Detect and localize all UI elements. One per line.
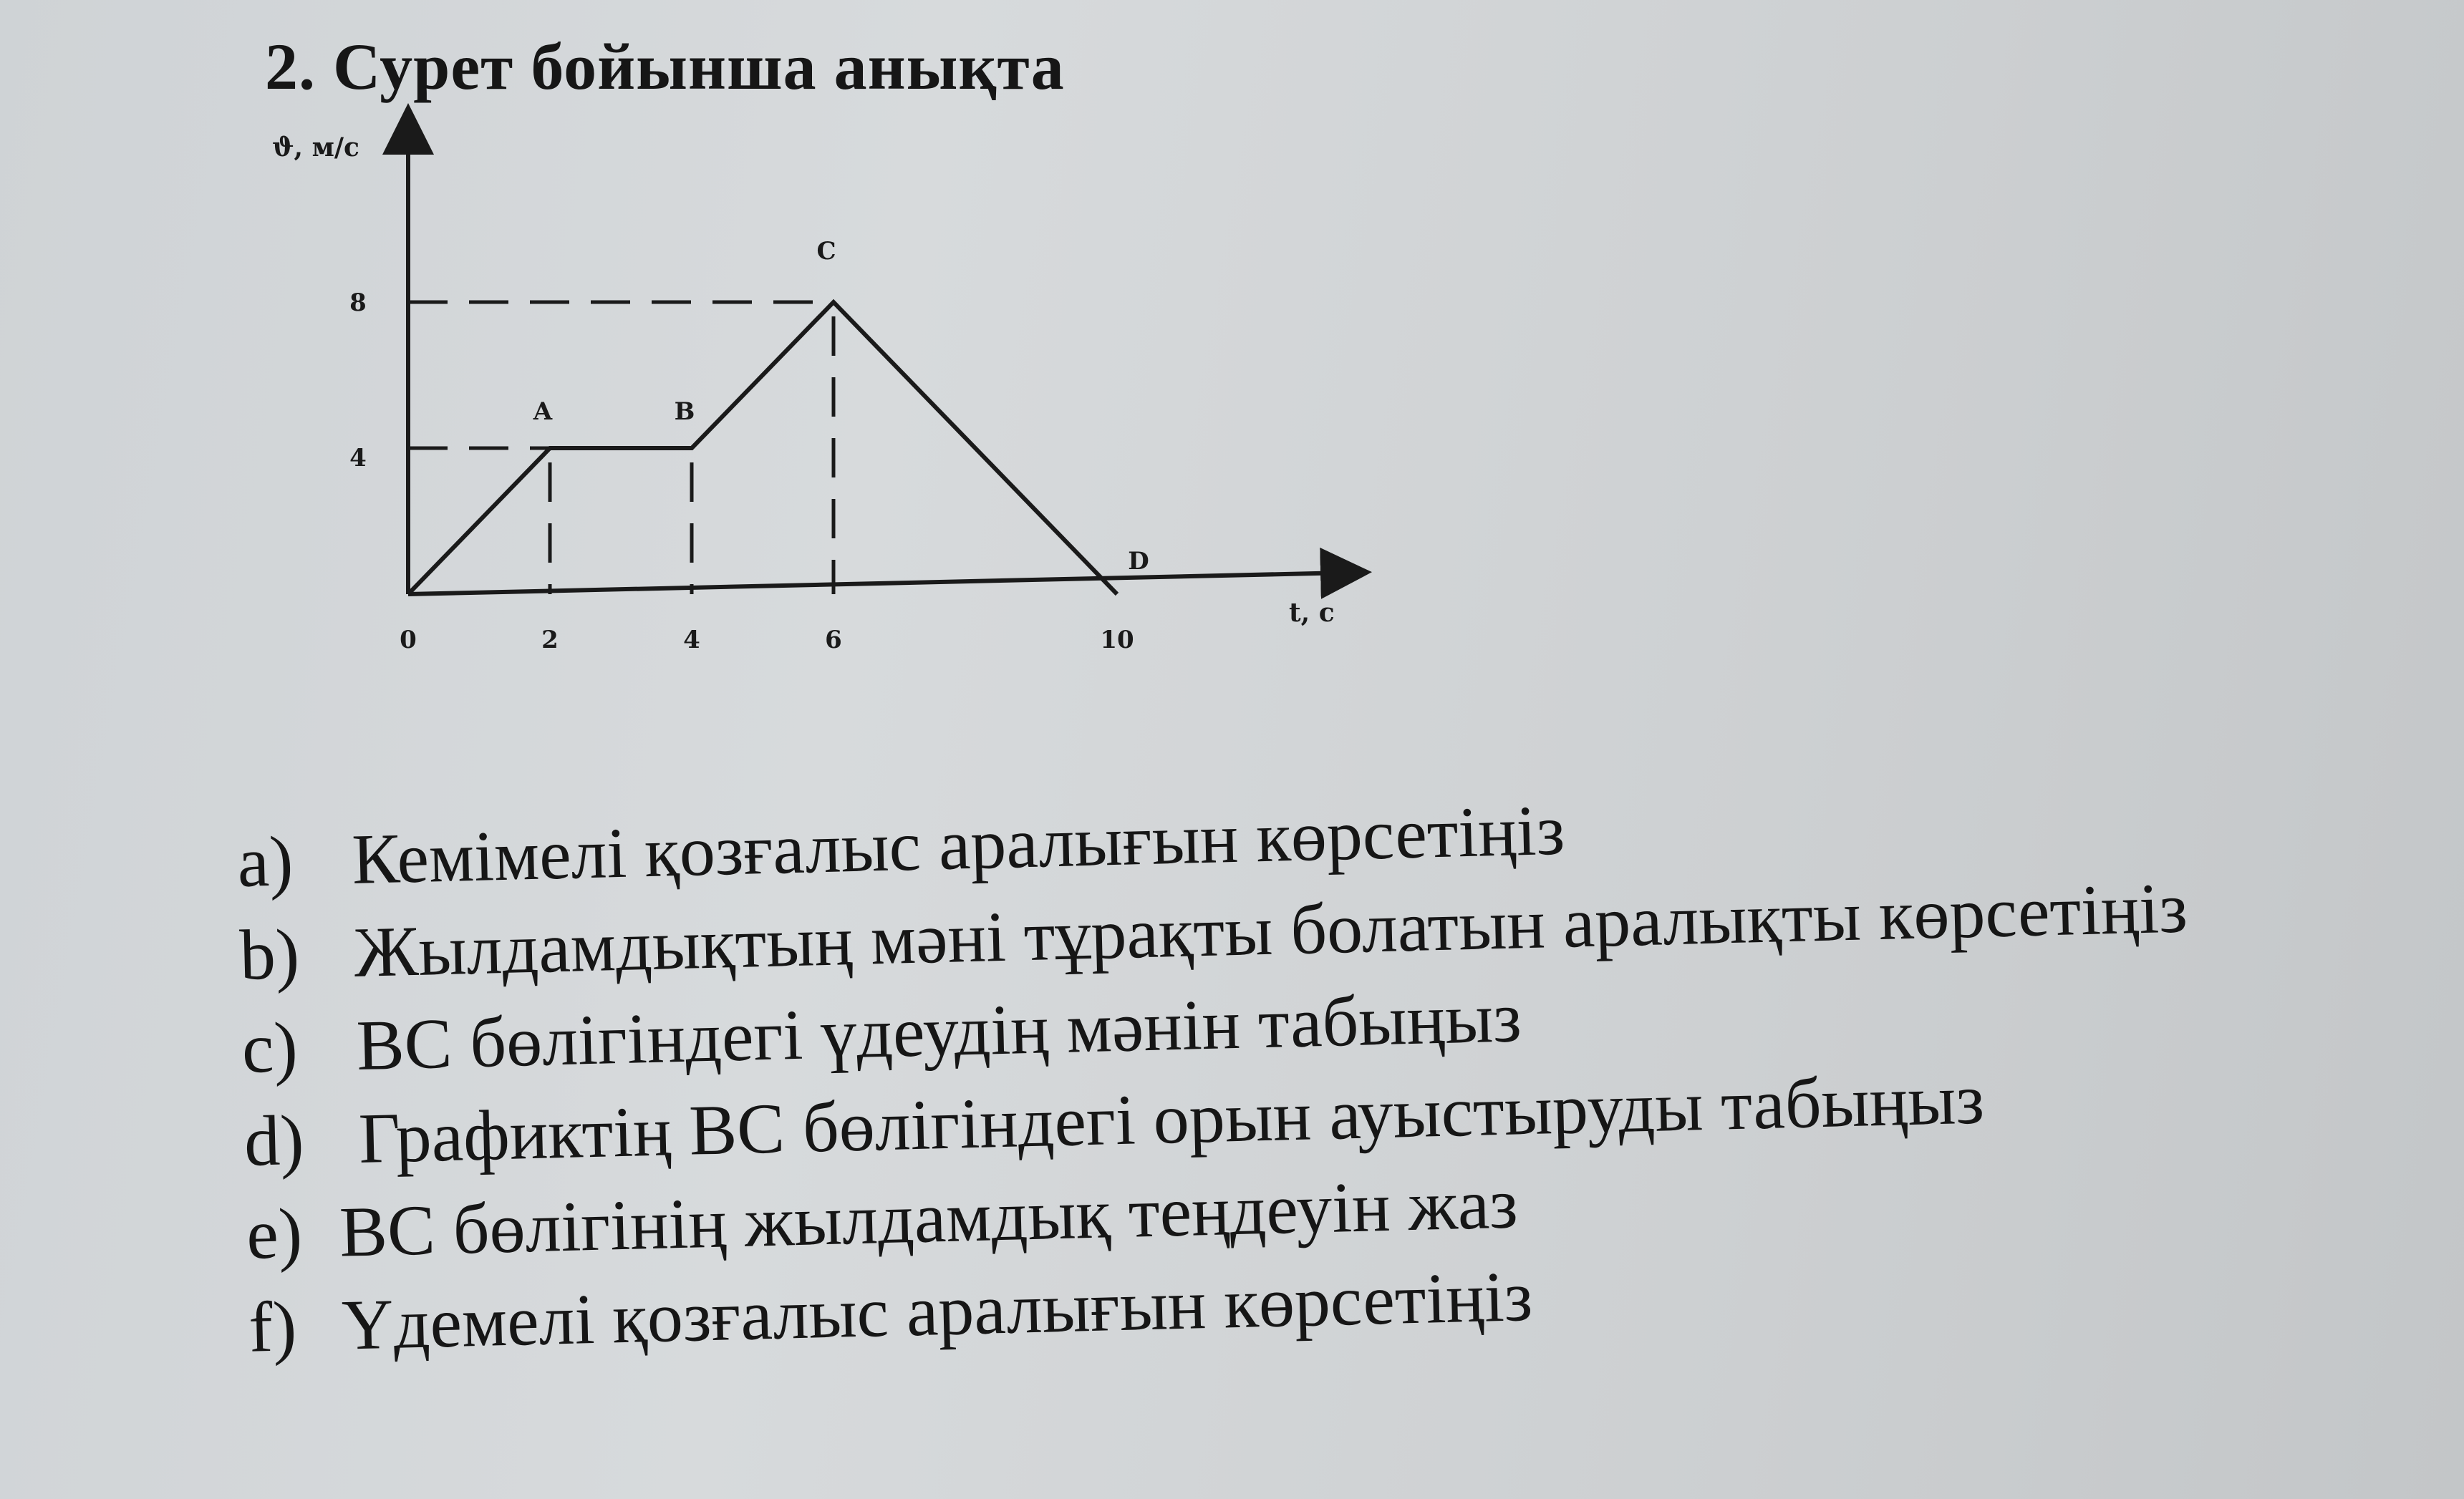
question-e: e) ВС бөлігінің жылдамдық теңдеуін жаз bbox=[245, 1163, 1519, 1274]
point-label-b: B bbox=[674, 397, 695, 426]
point-label-a: A bbox=[533, 397, 553, 426]
task-title: 2. Сурет бойынша анықта bbox=[265, 30, 1065, 103]
question-list bbox=[236, 764, 2397, 1374]
velocity-curve bbox=[408, 302, 1117, 594]
point-label-d: D bbox=[1128, 547, 1149, 576]
x-tick-label-6: 6 bbox=[825, 626, 842, 654]
question-a: a) Кемімелі қозғалыс аралығын көрсетіңіз bbox=[236, 790, 1566, 902]
question-f: f) Үдемелі қозғалыс аралығын көрсетіңіз bbox=[248, 1256, 1534, 1367]
x-tick-label-2: 2 bbox=[541, 626, 559, 654]
question-b: b) Жылдамдықтың мәні тұрақты болатын аралықты көрсетіңіз bbox=[238, 868, 2188, 995]
y-axis-label: ϑ, м/с bbox=[272, 132, 359, 162]
y-tick-label-8: 8 bbox=[349, 288, 367, 317]
x-tick-label-4: 4 bbox=[683, 626, 700, 654]
x-tick-label-10: 10 bbox=[1100, 626, 1134, 654]
x-tick-label-0: 0 bbox=[400, 626, 417, 654]
question-d: d) Графиктің ВС бөлігіндегі орын ауыстыруды табыңыз bbox=[243, 1059, 1986, 1181]
velocity-time-graph bbox=[0, 0, 2464, 716]
y-tick-label-4: 4 bbox=[349, 444, 367, 472]
x-axis-label: t, с bbox=[1289, 598, 1335, 628]
question-c: c) ВС бөлігіндегі үдеудің мәнін табыңыз bbox=[241, 977, 1522, 1088]
point-label-c: C bbox=[816, 237, 836, 266]
